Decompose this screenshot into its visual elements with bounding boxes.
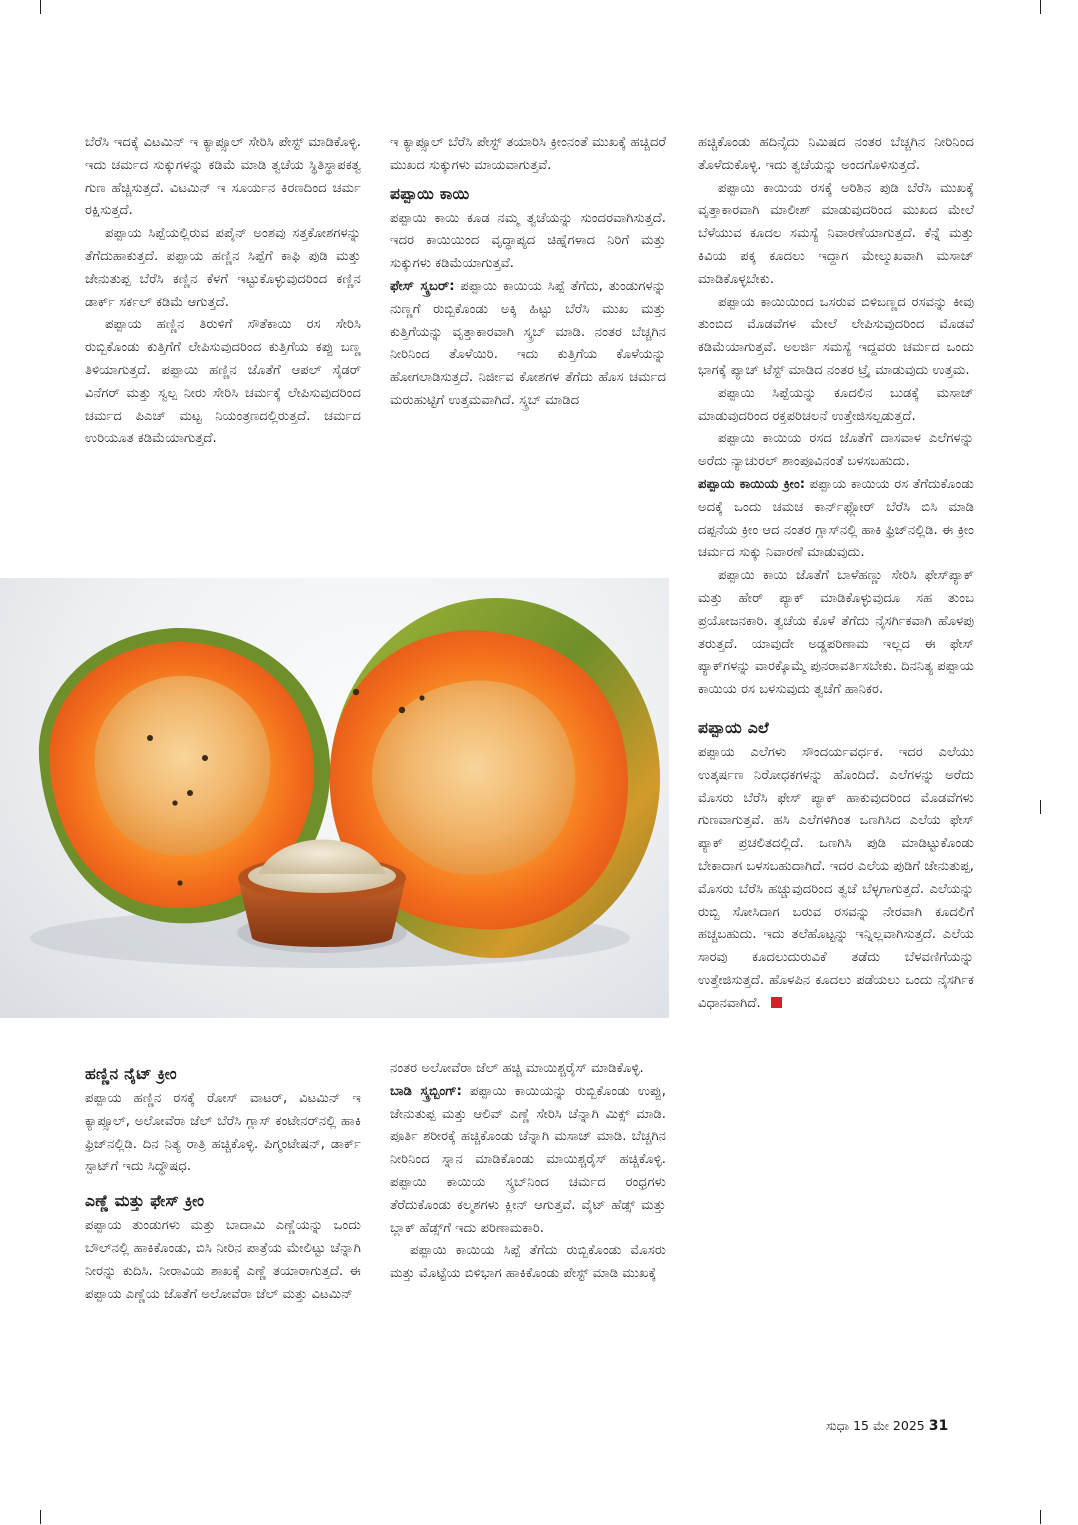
crop-mark-top-right: [1040, 0, 1045, 14]
crop-mark-top-left: [40, 0, 45, 14]
paragraph: ಪಪ್ಪಾಯ ತುಂಡುಗಳು ಮತ್ತು ಬಾದಾಮಿ ಎಣ್ಣೆಯನ್ನು ಒಂದು ಬೌಲ್‌ನಲ್ಲಿ ಹಾಕಿಕೊಂಡು, ಬಿಸಿ ನೀರಿನ ಪಾತ್ರೆಯ ಮೇಲಿಟ್ಟು ಚೆನ್ನಾಗಿ ನೀರನ್ನು ಕುದಿಸಿ. ನೀರಾವಿಯ ಶಾಖಕ್ಕೆ ಎಣ್ಣೆ ತಯಾರಾಗುತ್ತದೆ. ಈ ಪಪ್ಪಾಯ ಎಣ್ಣೆಯ ಜೊತೆಗೆ ಅಲೋವೆರಾ ಜೆಲ್ ಮತ್ತು ವಿಟಮಿನ್: [85, 1218, 361, 1302]
paragraph: ಪಪ್ಪಾಯ ಹಣ್ಣಿನ ತಿರುಳಿಗೆ ಸೌತೆಕಾಯಿ ರಸ ಸೇರಿಸಿ ರುಬ್ಬಿಕೊಂಡು ಕುತ್ತಿಗೆಗೆ ಲೇಪಿಸುವುದರಿಂದ ಕುತ್ತಿಗೆಯ ಕಪ್ಪು ಬಣ್ಣ ತಿಳಿಯಾಗುತ್ತದೆ. ಪಪ್ಪಾಯಿ ಹಣ್ಣಿನ ಜೊತೆಗೆ ಆಪಲ್ ಸೈಡರ್ ವಿನೆಗರ್ ಮತ್ತು ಸ್ವಲ್ಪ ನೀರು ಸೇರಿಸಿ ಚರ್ಮಕ್ಕೆ ಲೇಪಿಸುವುದರಿಂದ ಚರ್ಮದ ಪಿಎಚ್ ಮಟ್ಟ ನಿಯಂತ್ರಣದಲ್ಲಿರುತ್ತದೆ. ಚರ್ಮದ ಉರಿಯೂತ ಕಡಿಮೆಯಾಗುತ್ತದೆ.: [85, 317, 361, 447]
section-heading: ಎಣ್ಣೆ ಮತ್ತು ಫೇಸ್ ಕ್ರೀಂ: [85, 1192, 205, 1211]
paragraph: ಪಪ್ಪಾಯಿ ಕಾಯಿ ಜೊತೆಗೆ ಬಾಳೆಹಣ್ಣು ಸೇರಿಸಿ ಫೇಸ್‌ಪ್ಯಾಕ್ ಮತ್ತು ಹೇರ್ ಪ್ಯಾಕ್ ಮಾಡಿಕೊಳ್ಳುವುದೂ ಸಹ ತುಂಬ ಪ್ರಯೋಜನಕಾರಿ. ತ್ವಚೆಯ ಕೊಳೆ ತೆಗೆದು ನೈಸರ್ಗಿಕವಾಗಿ ಹೊಳಪು ತರುತ್ತದೆ. ಯಾವುದೇ ಅಡ್ಡಪರಿಣಾಮ ಇಲ್ಲದ ಈ ಫೇಸ್ ಪ್ಯಾಕ್‌ಗಳನ್ನು ವಾರಕ್ಕೊಮ್ಮೆ ಪುನರಾವರ್ತಿಸಬೇಕು. ದಿನನಿತ್ಯ ಪಪ್ಪಾಯ ಕಾಯಿಯ ರಸ ಬಳಸುವುದು ತ್ವಚೆಗೆ ಹಾನಿಕರ.: [698, 568, 974, 698]
paragraph: ಪಪ್ಪಾಯಿ ಕಾಯಿಯ ರಸದ ಜೊತೆಗೆ ದಾಸವಾಳ ಎಲೆಗಳನ್ನು ಅರೆದು ನ್ಯಾಚುರಲ್ ಶಾಂಪೂವಿನಂತೆ ಬಳಸಬಹುದು.: [698, 431, 974, 470]
section-heading: ಪಪ್ಪಾಯಿ ಕಾಯಿ: [390, 184, 470, 203]
article-column-5: [390, 1058, 666, 1286]
article-column-1: [85, 132, 361, 451]
crop-mark-bottom-right: [1040, 1510, 1045, 1524]
paragraph: [390, 276, 666, 413]
magazine-date: ಸುಧಾ 15 ಮೇ 2025: [826, 1418, 925, 1433]
paragraph-text: ಪಪ್ಪಾಯ ಎಲೆಗಳು ಸೌಂದರ್ಯವರ್ಧಕ. ಇದರ ಎಲೆಯು ಉತ್ಕರ್ಷಣ ನಿರೋಧಕಗಳನ್ನು ಹೊಂದಿದೆ. ಎಲೆಗಳನ್ನು ಅರೆದು ಮೊಸರು ಬೆರೆಸಿ ಫೇಸ್ ಪ್ಯಾಕ್ ಹಾಕುವುದರಿಂದ ಮೊಡವೆಗಳು ಗುಣವಾಗುತ್ತವೆ. ಹಸಿ ಎಲೆಗಳಿಗಿಂತ ಒಣಗಿಸಿದ ಎಲೆಯ ಫೇಸ್ ಪ್ಯಾಕ್ ಪ್ರಚಲಿತದಲ್ಲಿದೆ. ಒಣಗಿಸಿ ಪುಡಿ ಮಾಡಿಟ್ಟುಕೊಂಡು ಬೇಕಾದಾಗ ಬಳಸಬಹುದಾಗಿದೆ. ಇದರ ಎಲೆಯ ಪುಡಿಗೆ ಜೇನುತುಪ್ಪ, ಮೊಸರು ಬೆರೆಸಿ ಹಚ್ಚುವುದರಿಂದ ತ್ವಚೆ ಬೆಳ್ಳಗಾಗುತ್ತದೆ. ಎಲೆಯನ್ನು ರುಬ್ಬಿ ಸೋಸಿದಾಗ ಬರುವ ರಸವನ್ನು ನೇರವಾಗಿ ಕೂದಲಿಗೆ ಹಚ್ಚಬಹುದು. ಇದು ತಲೆಹೊಟ್ಟನ್ನು ಇನ್ನಿಲ್ಲವಾಗಿಸುತ್ತದೆ. ಎಲೆಯ ಸಾರವು ಕೂದಲುದುರುವಿಕೆ ತಡೆದು ಬೆಳವಣಿಗೆಯನ್ನು ಉತ್ತೇಜಿಸುತ್ತದೆ. ಹೊಳಪಿನ ಕೂದಲು ಪಡೆಯಲು ಒಂದು ನೈಸರ್ಗಿಕ ವಿಧಾನವಾಗಿದೆ.: [698, 744, 974, 1011]
papaya-photo: [0, 578, 669, 1018]
section-heading: ಪಪ್ಪಾಯ ಎಲೆ: [698, 718, 769, 737]
page-number: 31: [928, 1418, 949, 1434]
paragraph: ಪಪ್ಪಾಯಿ ಸಿಪ್ಪೆಯನ್ನು ಕೂದಲಿನ ಬುಡಕ್ಕೆ ಮಸಾಜ್ ಮಾಡುವುದರಿಂದ ರಕ್ತಪರಿಚಲನೆ ಉತ್ತೇಜಿಸಲ್ಪಡುತ್ತದೆ.: [698, 385, 974, 424]
paragraph: ಪಪ್ಪಾಯ ಸಿಪ್ಪೆಯಲ್ಲಿರುವ ಪಪೈನ್ ಅಂಶವು ಸತ್ತಕೋಶಗಳನ್ನು ತೆಗೆದುಹಾಕುತ್ತದೆ. ಪಪ್ಪಾಯ ಹಣ್ಣಿನ ಸಿಪ್ಪೆಗೆ ಕಾಫಿ ಪುಡಿ ಮತ್ತು ಜೇನುತುಪ್ಪ ಬೆರೆಸಿ ಕಣ್ಣಿನ ಕೆಳಗೆ ಇಟ್ಟುಕೊಳ್ಳುವುದರಿಂದ ಕಣ್ಣಿನ ಡಾರ್ಕ್ ಸರ್ಕಲ್ ಕಡಿಮೆ ಆಗುತ್ತದೆ.: [85, 226, 361, 310]
paragraph-text: ಪಪ್ಪಾಯಿ ಕಾಯಿಯ ಸಿಪ್ಪೆ ತೆಗೆದು, ತುಂಡುಗಳನ್ನು ನುಣ್ಣಗೆ ರುಬ್ಬಿಕೊಂಡು ಅಕ್ಕಿ ಹಿಟ್ಟು ಬೆರೆಸಿ ಮುಖ ಮತ್ತು ಕುತ್ತಿಗೆಯನ್ನು ವೃತ್ತಾಕಾರವಾಗಿ ಸ್ಕ್ರಬ್ ಮಾಡಿ. ನಂತರ ಬೆಚ್ಚಗಿನ ನೀರಿನಿಂದ ತೊಳೆಯಿರಿ. ಇದು ಕುತ್ತಿಗೆಯ ಕೊಳೆಯನ್ನು ಹೋಗಲಾಡಿಸುತ್ತದೆ. ನಿರ್ಜೀವ ಕೋಶಗಳ ತೆಗೆದು ಹೊಸ ಚರ್ಮದ ಮರುಹುಟ್ಟಿಗೆ ಉತ್ತಮವಾಗಿದೆ. ಸ್ಕ್ರಬ್ ಮಾಡಿದ: [390, 278, 666, 408]
paragraph: ಪಪ್ಪಾಯ ಹಣ್ಣಿನ ರಸಕ್ಕೆ ರೋಸ್ ವಾಟರ್, ವಿಟಮಿನ್ ಇ ಕ್ಯಾಪ್ಸೂಲ್, ಅಲೋವೆರಾ ಜೆಲ್ ಬೆರೆಸಿ ಗ್ಲಾಸ್ ಕಂಟೇನರ್‌ನಲ್ಲಿ ಹಾಕಿ ಫ್ರಿಜ್‌ನಲ್ಲಿಡಿ. ದಿನ ನಿತ್ಯ ರಾತ್ರಿ ಹಚ್ಚಿಕೊಳ್ಳಿ. ಪಿಗ್ಮಂಟೇಷನ್, ಡಾರ್ಕ್ ಸ್ಪಾಟ್‌ಗೆ ಇದು ಸಿದ್ಧೌಷಧ.: [85, 1091, 361, 1175]
paragraph: [698, 474, 974, 565]
crop-mark-bottom-left: [40, 1510, 45, 1524]
paragraph: ನಂತರ ಅಲೋವೆರಾ ಜೆಲ್ ಹಚ್ಚಿ ಮಾಯಿಶ್ಚರೈಸ್ ಮಾಡಿಕೊಳ್ಳಿ.: [390, 1061, 644, 1076]
paragraph: ಬೆರೆಸಿ ಇದಕ್ಕೆ ವಿಟಮಿನ್ ಇ ಕ್ಯಾಪ್ಸೂಲ್ ಸೇರಿಸಿ ಪೇಸ್ಟ್ ಮಾಡಿಕೊಳ್ಳಿ. ಇದು ಚರ್ಮದ ಸುಕ್ಕುಗಳನ್ನು ಕಡಿಮೆ ಮಾಡಿ ತ್ವಚೆಯ ಸ್ಥಿತಿಸ್ಥಾಪಕತ್ವ ಗುಣ ಹೆಚ್ಚಿಸುತ್ತದೆ. ವಿಟಮಿನ್ ಇ ಸೂರ್ಯನ ಕಿರಣದಿಂದ ಚರ್ಮ ರಕ್ಷಿಸುತ್ತದೆ.: [85, 135, 361, 219]
article-column-3: [698, 132, 974, 1015]
section-heading: ಹಣ್ಣಿನ ನೈಟ್ ಕ್ರೀಂ: [85, 1065, 177, 1083]
papaya-illustration: [0, 578, 669, 1018]
end-of-article-mark: [771, 997, 782, 1008]
paragraph: ಇ ಕ್ಯಾಪ್ಸೂಲ್ ಬೆರೆಸಿ ಪೇಸ್ಟ್ ತಯಾರಿಸಿ ಕ್ರೀಂನಂತೆ ಮುಖಕ್ಕೆ ಹಚ್ಚಿದರೆ ಮುಖದ ಸುಕ್ಕುಗಳು ಮಾಯವಾಗುತ್ತವೆ.: [390, 135, 666, 173]
paragraph-text: ಪಪ್ಪಾಯಿ ಕಾಯಿಯನ್ನು ರುಬ್ಬಿಕೊಂಡು ಉಪ್ಪು, ಜೇನುತುಪ್ಪ ಮತ್ತು ಆಲಿವ್ ಎಣ್ಣೆ ಸೇರಿಸಿ ಚೆನ್ನಾಗಿ ಮಿಕ್ಸ್ ಮಾಡಿ. ಪೂರ್ತಿ ಶರೀರಕ್ಕೆ ಹಚ್ಚಿಕೊಂಡು ಚೆನ್ನಾಗಿ ಮಸಾಜ್ ಮಾಡಿ. ಬೆಚ್ಚಗಿನ ನೀರಿನಿಂದ ಸ್ನಾನ ಮಾಡಿಕೊಂಡು ಮಾಯಿಶ್ಚರೈಸ್ ಹಚ್ಚಿಕೊಳ್ಳಿ. ಪಪ್ಪಾಯಿ ಕಾಯಿಯ ಸ್ಕ್ರಬ್‌ನಿಂದ ಚರ್ಮದ ರಂಧ್ರಗಳು ತೆರೆದುಕೊಂಡು ಕಲ್ಮಶಗಳು ಕ್ಲೀನ್ ಆಗುತ್ತವೆ. ವೈಟ್ ಹೆಡ್ಸ್ ಮತ್ತು ಬ್ಲಾಕ್ ಹೆಡ್ಸ್‌ಗೆ ಇದು ಪರಿಣಾಮಕಾರಿ.: [390, 1083, 666, 1236]
inline-subheading: ಪಪ್ಪಾಯ ಕಾಯಿಯ ಕ್ರೀಂ:: [698, 476, 806, 492]
paragraph: [698, 742, 974, 1016]
paragraph: ಪಪ್ಪಾಯಿ ಕಾಯಿಯ ರಸಕ್ಕೆ ಅರಿಶಿನ ಪುಡಿ ಬೆರೆಸಿ ಮುಖಕ್ಕೆ ವೃತ್ತಾಕಾರವಾಗಿ ಮಾಲೀಶ್ ಮಾಡುವುದರಿಂದ ಮುಖದ ಮೇಲೆ ಬೆಳೆಯುವ ಕೂದಲ ಸಮಸ್ಯೆ ನಿವಾರಣೆಯಾಗುತ್ತದೆ. ಕೆನ್ನೆ ಮತ್ತು ಕಿವಿಯ ಪಕ್ಕ ಕೂದಲು ಇದ್ದಾಗ ಮೇಲ್ಮುಖವಾಗಿ ಮಸಾಜ್ ಮಾಡಿಕೊಳ್ಳಬೇಕು.: [698, 180, 974, 287]
paragraph: ಪಪ್ಪಾಯಿ ಕಾಯಿ ಕೂಡ ನಮ್ಮ ತ್ವಚೆಯನ್ನು ಸುಂದರವಾಗಿಸುತ್ತದೆ. ಇದರ ಕಾಯಿಯಿಂದ ವೃದ್ಧಾಪ್ಯದ ಚಿಹ್ನೆಗಳಾದ ನಿರಿಗೆ ಮತ್ತು ಸುಕ್ಕುಗಳು ಕಡಿಮೆಯಾಗುತ್ತವೆ.: [390, 210, 666, 272]
paragraph: ಪಪ್ಪಾಯಿ ಕಾಯಿಯ ಸಿಪ್ಪೆ ತೆಗೆದು ರುಬ್ಬಿಕೊಂಡು ಮೊಸರು ಮತ್ತು ಮೊಟ್ಟೆಯ ಬಿಳಿಭಾಗ ಹಾಕಿಕೊಂಡು ಪೇಸ್ಟ್ ಮಾಡಿ ಮುಖಕ್ಕೆ: [390, 1243, 666, 1282]
page-footer: [826, 1418, 948, 1434]
paragraph: [390, 1081, 666, 1241]
crop-mark-mid-right: [1040, 800, 1045, 814]
inline-subheading: ಬಾಡಿ ಸ್ಕ್ರಬ್ಬಿಂಗ್:: [390, 1083, 462, 1099]
paragraph: ಹಚ್ಚಿಕೊಂಡು ಹದಿನೈದು ನಿಮಿಷದ ನಂತರ ಬೆಚ್ಚಗಿನ ನೀರಿನಿಂದ ತೊಳೆದುಕೊಳ್ಳಿ. ಇದು ತ್ವಚೆಯನ್ನು ಅಂದಗೊಳಿಸುತ್ತದೆ.: [698, 135, 974, 173]
paragraph: ಪಪ್ಪಾಯ ಕಾಯಿಯಿಂದ ಒಸರುವ ಬಿಳಿಬಣ್ಣದ ರಸವನ್ನು ಕೀವು ತುಂಬಿದ ಮೊಡವೆಗಳ ಮೇಲೆ ಲೇಪಿಸುವುದರಿಂದ ಮೊಡವೆ ಕಡಿಮೆಯಾಗುತ್ತವೆ. ಅಲರ್ಜಿ ಸಮಸ್ಯೆ ಇದ್ದವರು ಚರ್ಮದ ಒಂದು ಭಾಗಕ್ಕೆ ಪ್ಯಾಚ್ ಟೆಸ್ಟ್ ಮಾಡಿದ ನಂತರ ಟ್ರೈ ಮಾಡುವುದು ಉತ್ತಮ.: [698, 294, 974, 378]
inline-subheading: ಫೇಸ್ ಸ್ಕ್ರಬರ್:: [390, 278, 455, 294]
article-column-2: [390, 132, 666, 413]
article-column-4: [85, 1058, 361, 1306]
paragraph-text: ಪಪ್ಪಾಯ ಕಾಯಿಯ ರಸ ತೆಗೆದುಕೊಂಡು ಅದಕ್ಕೆ ಒಂದು ಚಮಚ ಕಾರ್ನ್‌ಫ್ಲೋರ್ ಬೆರೆಸಿ ಬಿಸಿ ಮಾಡಿ ದಪ್ಪನೆಯ ಕ್ರೀಂ ಆದ ನಂತರ ಗ್ಲಾಸ್‌ನಲ್ಲಿ ಹಾಕಿ ಫ್ರಿಜ್‌ನಲ್ಲಿಡಿ. ಈ ಕ್ರೀಂ ಚರ್ಮದ ಸುಕ್ಕು ನಿವಾರಣೆ ಮಾಡುವುದು.: [698, 476, 974, 561]
